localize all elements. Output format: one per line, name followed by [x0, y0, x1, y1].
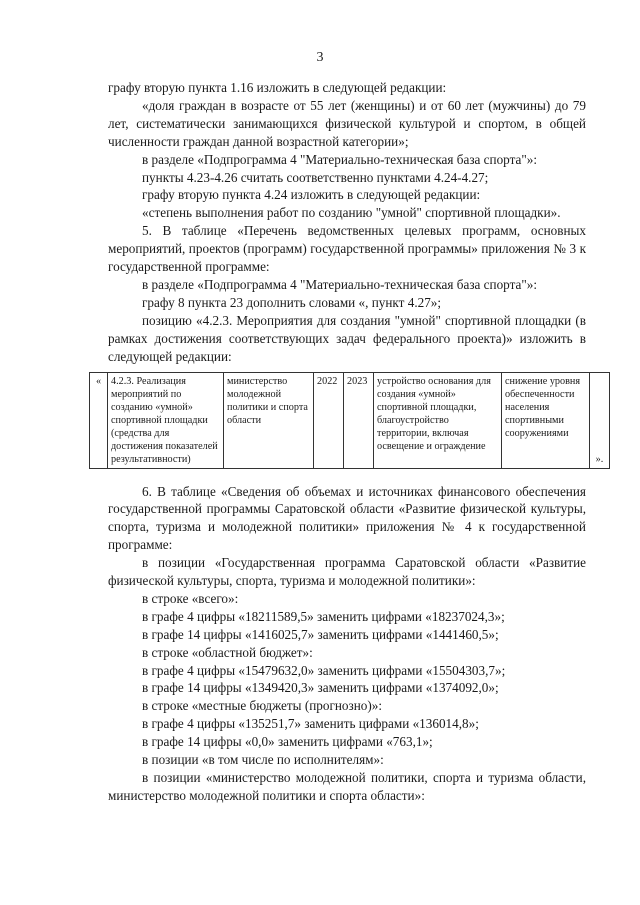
paragraph: графу вторую пункта 1.16 изложить в следующей редакции: [108, 80, 447, 95]
paragraph: позицию «4.2.3. Мероприятия для создания "умной" спортивной площадки (в рамках достижения соответствующих задач федерального проекта)» изложить в следующей редакции: [108, 312, 586, 364]
cell-executor: министерство молодежной политики и спорта области [224, 372, 314, 468]
cell-result: устройство основания для создания «умной» спортивной площадки, благоустройство территории, включая освещение и ограждение [374, 372, 502, 468]
paragraph: графу 8 пункта 23 дополнить словами «, пункт 4.27»; [142, 294, 442, 310]
open-quote-cell: « [90, 372, 108, 468]
paragraph: 6. В таблице «Сведения об объемах и источниках финансового обеспечения государственной программы Саратовской области «Развитие физической культуры, спорта, туризма и молодежной политики» приложения № 4 к государственной программе: [108, 483, 586, 553]
paragraph: в графе 4 цифры «135251,7» заменить цифрами «136014,8»; [142, 716, 479, 732]
paragraph: в разделе «Подпрограмма 4 "Материально-техническая база спорта"»: [142, 151, 538, 167]
paragraph: в графе 14 цифры «1349420,3» заменить цифрами «1374092,0»; [142, 680, 499, 696]
document-body [95, 79, 604, 805]
paragraph: в строке «областной бюджет»: [142, 644, 313, 660]
paragraph: в строке «местные бюджеты (прогнозно)»: [142, 698, 383, 714]
paragraph: «доля граждан в возрасте от 55 лет (женщины) и от 60 лет (мужчины) до 79 лет, систематически занимающихся физической культурой и спортом, в общей численности граждан данной возрастной категории»; [108, 97, 586, 149]
paragraph: в позиции «министерство молодежной политики, спорта и туризма области, министерство молодежной политики и спорта области»: [108, 770, 586, 803]
cell-name: 4.2.3. Реализация мероприятий по созданию «умной» спортивной площадки (средства для достижения показателей результативности) [108, 372, 224, 468]
paragraph: в строке «всего»: [142, 590, 239, 606]
paragraph: в позиции «в том числе по исполнителям»: [142, 752, 384, 768]
paragraph: 5. В таблице «Перечень ведомственных целевых программ, основных мероприятий, проектов (программ) государственной программы» приложения № 3 к государственной программе: [108, 223, 586, 275]
paragraph: в графе 4 цифры «18211589,5» заменить цифрами «18237024,3»; [142, 608, 505, 624]
paragraph: в позиции «Государственная программа Саратовской области «Развитие физической культуры, спорта, туризма и молодежной политики»: [108, 555, 586, 589]
section-6 [108, 483, 586, 805]
close-quote-cell: ». [590, 372, 610, 468]
cell-consequence: снижение уровня обеспеченности населения спортивными сооружениями [502, 372, 590, 468]
paragraph: пункты 4.23-4.26 считать соответственно пунктами 4.24-4.27; [142, 169, 489, 185]
paragraph: графу вторую пункта 4.24 изложить в следующей редакции: [142, 187, 481, 203]
replacement-table [89, 372, 609, 469]
paragraph: в графе 4 цифры «15479632,0» заменить цифрами «15504303,7»; [142, 662, 506, 678]
paragraph: в разделе «Подпрограмма 4 "Материально-техническая база спорта"»: [142, 276, 538, 292]
paragraph: в графе 14 цифры «1416025,7» заменить цифрами «1441460,5»; [142, 626, 499, 642]
paragraph: в графе 14 цифры «0,0» заменить цифрами «763,1»; [142, 734, 433, 750]
page-number: 3 [316, 50, 324, 65]
paragraph: «степень выполнения работ по созданию "умной" спортивной площадки». [142, 205, 561, 221]
cell-start-year: 2022 [314, 372, 344, 468]
cell-end-year: 2023 [344, 372, 374, 468]
